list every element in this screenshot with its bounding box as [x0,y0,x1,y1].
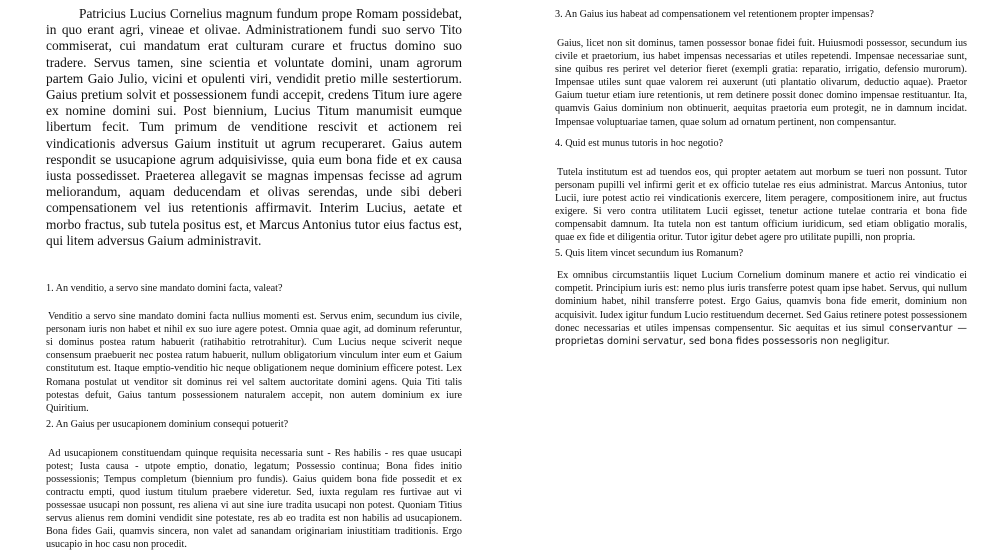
answer-1: Venditio a servo sine mandato domini facta nullius momenti est. Servus enim, secundum ius civile, personam iuris non habet et nihil ex suo iure agere potest. Omnia quae agit, ad dominum referuntur, si dominus postea ratum habuerit (ratihabitio retrotrahitur). Cum Lucius neque sciverit neque consensum praebuerit nec postea ratum habuerit, nullum obligatorium vinculum inter eum et Gaium constitutum est. Itaque emptio-venditio hic neque obligationem neque dominium efficere potest. Lex Romana postulat ut venditor sit dominus rei vel saltem auctoritate domini agens. Quia Titi talis potestas defuit, Gaius tantum possessionem naturalem accepit, non autem dominium ex iure Quiritium. [46,311,462,414]
answer-3: Gaius, licet non sit dominus, tamen possessor bonae fidei fuit. Huiusmodi possessor, secundum ius civile et praetorium, ius habet impensas necessarias et utiles repetendi. Impensae necessariae sunt, sine quibus res periret vel deterior fieret (exempli gratia: reparatio, irrigatio, defensio murorum). Impensae utiles sunt quae valorem rei auxerunt (uti plantatio olivarum, deductio aquae). Praetor Gaium tuetur etiam iure retentionis, ut rem detinere possit donec domino impensae restituantur. Ita, quamvis Gaius dominium non obtinuerit, aequitas praetoria eum protegit, ne in damnum incidat. Impensae voluptuariae tamen, quae solum ad ornatum pertinent, non compensantur. [555,38,967,128]
answer-4: Tutela institutum est ad tuendos eos, qui propter aetatem aut morbum se tueri non possunt. Tutor personam pupilli vel infirmi gerit et ex officio tutelae res eius administrat. Marcus Antonius, tutor Lucii, iure potest actio rei vindicationis exercere, litem peragere, compositionem inire, aut fructus exigere. Si vero contra utilitatem Lucii egisset, tenetur actione tutelae contraria et bona fide compensabit damnum. Ita tutela non est tantum officium iuridicum, sed etiam obligatio moralis, quae ex fide et diligentia oritur. Tutor igitur debet agere pro utilitate pupilli, non propria. [555,166,967,244]
question-1: 1. An venditio, a servo sine mandato domini facta, valeat? [46,283,283,295]
answer-5-tail: conservantur — proprietas domini servatur, sed bona fides possessoris non negligitur. [555,322,968,347]
case-narrative: Patricius Lucius Cornelius magnum fundum prope Romam possidebat, in quo erant agri, vineae et olivae. Administrationem fundi suo servo Tito commiserat, cui mandatum erat culturam curare et fructus domino suo tradere. Servus tamen, sine scientia et voluntate domini, unam agrorum partem Gaio Julio, vicini et opulenti viri, vendidit pretio mille sestertiorum. Gaius pretium solvit et possessionem fundi accepit, credens Titum iure agere ex nomine domini sui. Post biennium, Lucius Titum manumisit eumque libertum fecit. Tum primum de venditione rescivit et actionem rei vindicationis adversus Gaium instituit ut agrum recuperaret. Gaius autem respondit se usucapione agrum adquisivisse, quia eum bona fide et ex causa iusta possedisset. Praeterea allegavit se magnas impensas fecisse ad agrum meliorandum, aquam deducendam et olivas serendas, unde sibi deberi compensationem vel ius retentionis affirmavit. Interim Lucius, aetate et morbo fractus, sub tutela positus est, et Marcus Antonius tutor eius factus est, qui litem adversus Gaium administravit. [46,6,462,248]
left-column [46,0,462,552]
answer-5 [555,269,967,348]
answer-5-main: Ex omnibus circumstantiis liquet Lucium Cornelium dominum manere et actio rei vindicatio ei competit. Principium iuris est: nemo plus iuris transferre potest quam ipse habet. Servus, qui nullum dominium habet, nihil transferre potest. Ergo Gaius, quamvis bona fide emerit, dominium non acquisivit. Iudex igitur fundum Lucio restituendum decernet. Sed Gaius retinere potest possessionem donec necessarias et utiles impensas compensentur. Sic aequitas et ius simul [555,270,967,334]
question-5: 5. Quis litem vincet secundum ius Romanum? [555,248,744,260]
question-3: 3. An Gaius ius habeat ad compensationem vel retentionem propter impensas? [555,9,874,20]
question-2: 2. An Gaius per usucapionem dominium consequi potuerit? [46,418,289,430]
answer-2: Ad usucapionem constituendam quinque requisita necessaria sunt - Res habilis - res quae usucapi potest; Iusta causa - utpote emptio, donatio, legatum; Possessio continua; Bona fides initio possessionis; Tempus completum (biennium pro fundis). Gaius quidem bona fide possedit et ex contractu empti, quod iustum titulum praebere videretur. Sed, iuxta regulam res furtivae aut vi possessae usucapi non possunt, res aliena vi aut sine iure tradita usucapi non potest. Quoniam Titius servus alienus rem domini vendidit sine potestate, res ab eo tradita est non habilis ad usucapionem. Bona fides Gaii, quamvis sincera, non valet ad sanandam originariam iniustitiam traditionis. Ergo usucapio in hoc casu non procedit. [46,447,462,551]
right-column [555,0,967,348]
question-4: 4. Quid est munus tutoris in hoc negotio? [555,137,724,149]
